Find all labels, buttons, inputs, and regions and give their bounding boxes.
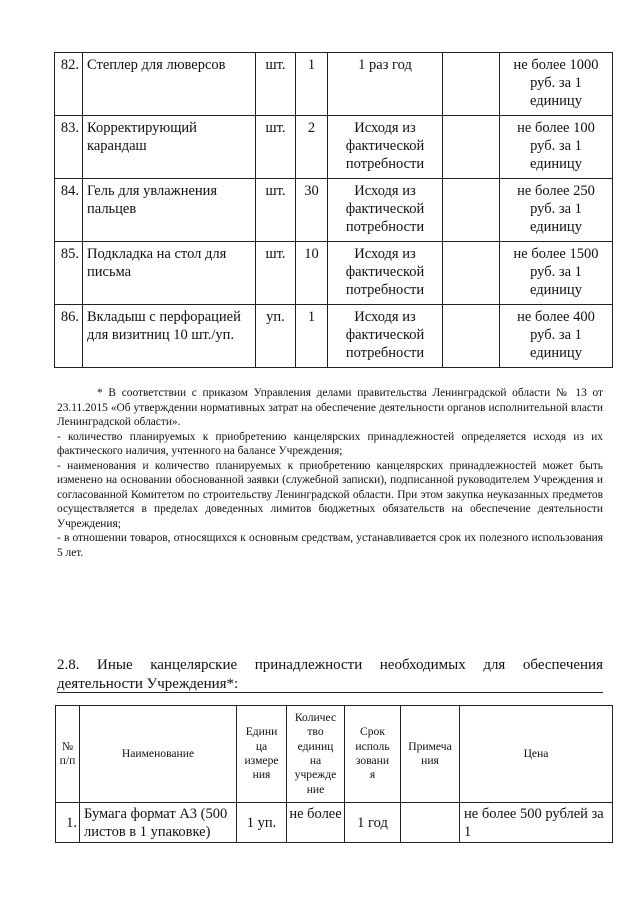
item-qty: 1 <box>296 305 328 368</box>
footnote-paragraph: * В соответствии с приказом Управления делами правительства Ленинградской области № 13 от 23.11.2015 «Об утверждении нормативных затрат на обеспечение деятельности органов исполнительной власти Ленинградской области». <box>57 387 603 428</box>
header-num: № п/п <box>56 706 80 803</box>
table-row <box>55 242 613 305</box>
row-number: 83. <box>55 116 83 179</box>
item-price: не более 500 рублей за 1 <box>460 803 613 843</box>
heading-word: обеспечения <box>522 657 603 673</box>
supplies-table-continued <box>54 52 613 368</box>
item-note <box>443 242 500 305</box>
item-note <box>443 53 500 116</box>
row-number: 82. <box>55 53 83 116</box>
header-note: Примеча ния <box>401 706 460 803</box>
item-qty: не более <box>287 803 345 843</box>
item-name: Степлер для люверсов <box>83 53 256 116</box>
item-qty: 10 <box>296 242 328 305</box>
item-name: Корректирующий карандаш <box>83 116 256 179</box>
item-note <box>443 179 500 242</box>
item-name: Вкладыш с перфорацией для визитниц 10 шт./уп. <box>83 305 256 368</box>
item-unit: 1 уп. <box>237 803 287 843</box>
item-name: Бумага формат А3 (500 листов в 1 упаковке) <box>80 803 237 843</box>
row-number: 84. <box>55 179 83 242</box>
item-term: Исходя из фактической потребности <box>328 116 443 179</box>
heading-word: канцелярские <box>150 657 238 673</box>
header-name: Наименование <box>80 706 237 803</box>
row-number: 86. <box>55 305 83 368</box>
heading-word: необходимых <box>379 657 466 673</box>
table-row <box>55 53 613 116</box>
item-term: Исходя из фактической потребности <box>328 242 443 305</box>
header-price: Цена <box>460 706 613 803</box>
item-note <box>443 305 500 368</box>
item-unit: шт. <box>256 53 296 116</box>
footnote-paragraph: - в отношении товаров, относящихся к основным средствам, устанавливается срок их полезного использования 5 лет. <box>57 532 603 559</box>
header-unit: Едини ца измере ния <box>237 706 287 803</box>
item-term: Исходя из фактической потребности <box>328 305 443 368</box>
item-price: не более 100 руб. за 1 единицу <box>500 116 613 179</box>
table-row <box>55 116 613 179</box>
item-qty: 30 <box>296 179 328 242</box>
item-price: не более 1500 руб. за 1 единицу <box>500 242 613 305</box>
item-name: Подкладка на стол для письма <box>83 242 256 305</box>
heading-word: Иные <box>97 657 133 673</box>
divider <box>57 692 603 693</box>
item-qty: 2 <box>296 116 328 179</box>
footnote <box>57 386 603 560</box>
item-term: Исходя из фактической потребности <box>328 179 443 242</box>
section-heading-line <box>57 656 603 675</box>
table-row <box>56 803 613 843</box>
item-price: не более 400 руб. за 1 единицу <box>500 305 613 368</box>
header-qty: Количес тво единиц на учрежде ние <box>287 706 345 803</box>
heading-word: для <box>483 657 506 673</box>
item-note <box>401 803 460 843</box>
footnote-paragraph: - наименования и количество планируемых к приобретению канцелярских принадлежностей может быть изменено на основании обоснованной заявки (служебной записки), подписанной руководителем Учреждения и согласованной Комитетом по строительству Ленинградской области. При этом закупка неуказанных предметов осуществляется в пределах доведенных лимитов бюджетных обязательств на обеспечение деятельности Учреждения; <box>57 459 603 530</box>
item-unit: уп. <box>256 305 296 368</box>
row-number: 1. <box>56 803 80 843</box>
section-heading-line: деятельности Учреждения*: <box>57 676 239 692</box>
table-header-row <box>56 706 613 803</box>
item-price: не более 1000 руб. за 1 единицу <box>500 53 613 116</box>
item-term: 1 год <box>345 803 401 843</box>
item-term: 1 раз год <box>328 53 443 116</box>
item-unit: шт. <box>256 179 296 242</box>
item-price: не более 250 руб. за 1 единицу <box>500 179 613 242</box>
item-unit: шт. <box>256 242 296 305</box>
header-term: Срок исполь зовани я <box>345 706 401 803</box>
item-qty: 1 <box>296 53 328 116</box>
footnote-paragraph: - количество планируемых к приобретению канцелярских принадлежностей определяется исходя из их фактического наличия, учтенного на балансе Учреждения; <box>57 430 603 457</box>
item-unit: шт. <box>256 116 296 179</box>
heading-word: принадлежности <box>254 657 363 673</box>
item-note <box>443 116 500 179</box>
table-row <box>55 305 613 368</box>
table-row <box>55 179 613 242</box>
row-number: 85. <box>55 242 83 305</box>
item-name: Гель для увлажнения пальцев <box>83 179 256 242</box>
section-number: 2.8. <box>57 657 80 673</box>
section-heading <box>57 656 603 694</box>
supplies-table <box>55 705 613 843</box>
